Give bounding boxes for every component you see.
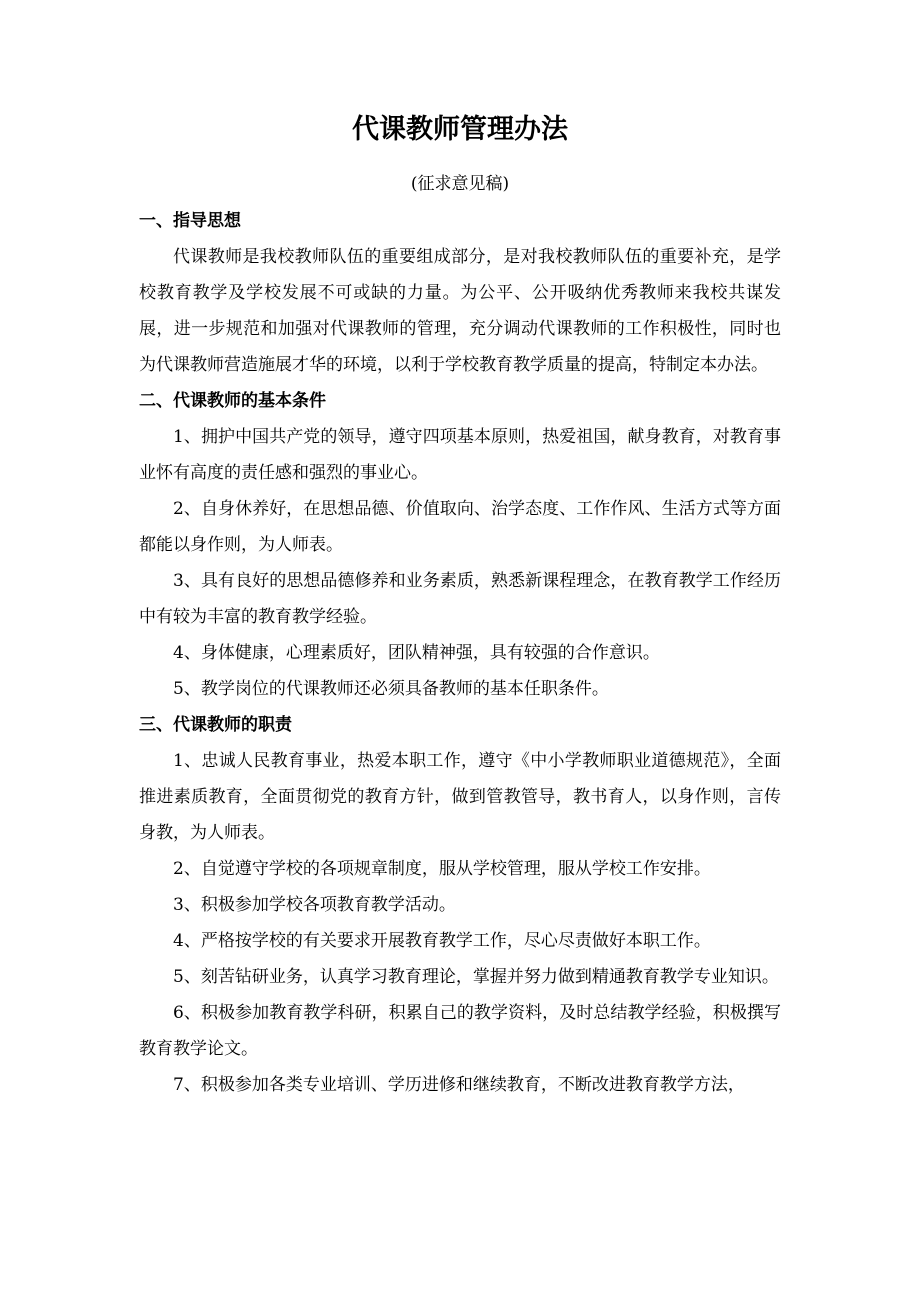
paragraph: 7、积极参加各类专业培训、学历进修和继续教育，不断改进教育教学方法， xyxy=(173,1075,745,1095)
section-heading-basic-conditions: 二、代课教师的基本条件 xyxy=(139,391,326,411)
section-heading-duties: 三、代课教师的职责 xyxy=(139,715,292,735)
paragraph: 6、积极参加教育教学科研，积累自己的教学资料，及时总结教学经验，积极撰写教育教学论文。 xyxy=(139,1003,781,1059)
paragraph: 代课教师是我校教师队伍的重要组成部分，是对我校教师队伍的重要补充，是学校教育教学及学校发展不可或缺的力量。为公平、公开吸纳优秀教师来我校共谋发展，进一步规范和加强对代课教师的管理，充分调动代课教师的工作积极性，同时也为代课教师营造施展才华的环境，以利于学校教育教学质量的提高，特制定本办法。 xyxy=(139,247,781,375)
paragraph: 3、积极参加学校各项教育教学活动。 xyxy=(173,895,456,915)
paragraph: 2、自觉遵守学校的各项规章制度，服从学校管理，服从学校工作安排。 xyxy=(173,859,711,879)
paragraph: 2、自身休养好，在思想品德、价值取向、治学态度、工作作风、生活方式等方面都能以身作则，为人师表。 xyxy=(139,499,781,555)
section-heading-guiding-ideology: 一、指导思想 xyxy=(139,211,241,231)
paragraph: 1、拥护中国共产党的领导，遵守四项基本原则，热爱祖国，献身教育，对教育事业怀有高度的责任感和强烈的事业心。 xyxy=(139,427,781,483)
paragraph: 3、具有良好的思想品德修养和业务素质，熟悉新课程理念，在教育教学工作经历中有较为丰富的教育教学经验。 xyxy=(139,571,781,627)
paragraph: 4、身体健康，心理素质好，团队精神强，具有较强的合作意识。 xyxy=(173,643,660,663)
document-body xyxy=(139,203,781,1103)
document-title: 代课教师管理办法 xyxy=(352,114,568,145)
paragraph: 5、教学岗位的代课教师还必须具备教师的基本任职条件。 xyxy=(173,679,609,699)
paragraph: 5、刻苦钻研业务，认真学习教育理论，掌握并努力做到精通教育教学专业知识。 xyxy=(173,967,779,987)
paragraph: 4、严格按学校的有关要求开展教育教学工作，尽心尽责做好本职工作。 xyxy=(173,931,711,951)
document-subtitle: (征求意见稿) xyxy=(410,174,510,194)
paragraph: 1、忠诚人民教育事业，热爱本职工作，遵守《中小学教师职业道德规范》，全面推进素质教育，全面贯彻党的教育方针，做到管教管导，教书育人，以身作则，言传身教，为人师表。 xyxy=(139,751,781,843)
